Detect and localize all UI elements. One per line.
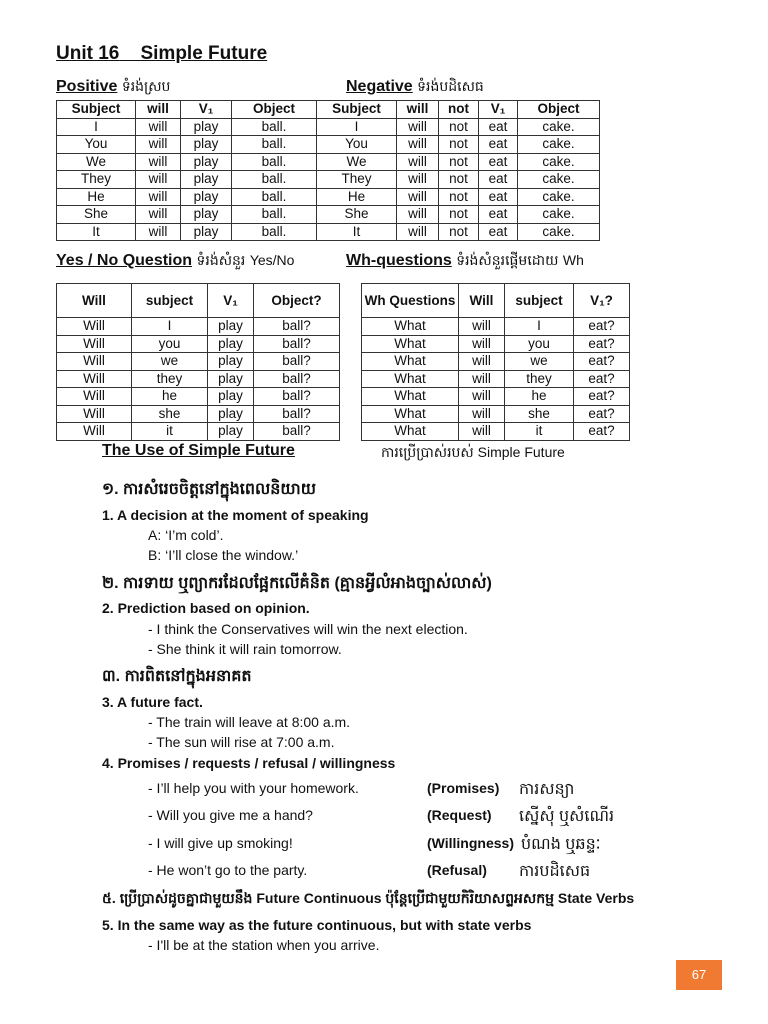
table-row (57, 223, 317, 241)
section4-kh: ការបដិសេធ (519, 863, 591, 880)
table-cell: He (57, 188, 136, 206)
use-heading: The Use of Simple Future (102, 442, 295, 459)
table-row (57, 136, 317, 154)
col-header: V₁? (574, 284, 630, 318)
section4-title: 4. Promises / requests / refusal / willingness (102, 755, 396, 771)
table-cell: What (362, 388, 459, 406)
col-header: Object? (254, 284, 340, 318)
table-cell: will (397, 153, 439, 171)
col-header: Will (459, 284, 505, 318)
section4-kh: ការសន្យា (519, 781, 575, 798)
table-cell: will (136, 188, 181, 206)
table-row (57, 388, 340, 406)
table-cell: Will (57, 318, 132, 336)
table-cell: You (57, 136, 136, 154)
table-row (317, 223, 600, 241)
table-cell: it (505, 423, 574, 441)
table-cell: will (459, 423, 505, 441)
col-header: V₁ (479, 101, 518, 119)
section2-title: 2. Prediction based on opinion. (102, 600, 310, 616)
section2-example: - I think the Conservatives will win the next election. (148, 621, 468, 637)
col-header: subject (505, 284, 574, 318)
table-cell: cake. (518, 118, 600, 136)
positive-heading: Positive ទំរង់ស្រប (56, 78, 171, 95)
table-cell: will (397, 206, 439, 224)
negative-table (316, 100, 600, 241)
table-cell: cake. (518, 206, 600, 224)
table-cell: will (136, 153, 181, 171)
yesno-table (56, 283, 340, 441)
table-cell: will (459, 335, 505, 353)
section5-title: 5. In the same way as the future continuous, but with state verbs (102, 917, 532, 933)
table-cell: he (132, 388, 208, 406)
col-header: Object (232, 101, 317, 119)
table-cell: ball? (254, 370, 340, 388)
table-cell: play (181, 223, 232, 241)
table-cell: play (208, 405, 254, 423)
table-cell: will (459, 388, 505, 406)
table-row (57, 370, 340, 388)
table-row (317, 171, 600, 189)
table-cell: What (362, 335, 459, 353)
section4-tag: (Willingness) (427, 835, 514, 851)
table-cell: What (362, 353, 459, 371)
table-cell: She (57, 206, 136, 224)
negative-heading: Negative ទំរង់បដិសេធ (346, 78, 484, 95)
table-cell: cake. (518, 223, 600, 241)
table-row (362, 335, 630, 353)
table-cell: it (132, 423, 208, 441)
col-header: V₁ (208, 284, 254, 318)
table-row (362, 318, 630, 336)
table-cell: will (459, 405, 505, 423)
table-cell: Will (57, 353, 132, 371)
page-title: Unit 16 Simple Future (56, 43, 268, 64)
section1-example: A: ‘I’m cold’. (148, 527, 224, 543)
table-cell: play (208, 388, 254, 406)
col-header: will (397, 101, 439, 119)
table-row (362, 423, 630, 441)
table-cell: I (132, 318, 208, 336)
section1-kh: ១. ការសំរេចចិត្តនៅក្នុងពេលនិយាយ (102, 481, 316, 498)
col-header: will (136, 101, 181, 119)
table-cell: We (57, 153, 136, 171)
section3-title: 3. A future fact. (102, 694, 203, 710)
table-cell: What (362, 405, 459, 423)
table-cell: ball? (254, 353, 340, 371)
table-cell: play (181, 188, 232, 206)
section4-tag: (Promises) (427, 780, 500, 796)
section5-kh: ៥. ប្រើប្រាស់ដូចគ្នាជាមួយនឹង Future Continuous ប៉ុន្តែប្រើជាមួយកិរិយាសព្ទអសកម្ម State Verbs (102, 890, 635, 906)
section4-tag: (Request) (427, 807, 492, 823)
table-row (57, 153, 317, 171)
table-cell: ball? (254, 423, 340, 441)
table-cell: eat (479, 223, 518, 241)
yesno-heading: Yes / No Question ទំរង់សំនួរ Yes/No (56, 252, 295, 269)
table-cell: will (397, 136, 439, 154)
table-cell: you (132, 335, 208, 353)
section3-kh: ៣. ការពិតនៅក្នុងអនាគត (102, 668, 252, 685)
wh-table (361, 283, 630, 441)
table-cell: not (439, 223, 479, 241)
section4-kh: បំណង ឬឆន្ទៈ (521, 836, 601, 853)
table-row (57, 318, 340, 336)
table-cell: cake. (518, 153, 600, 171)
table-row (317, 153, 600, 171)
section4-example: - Will you give me a hand? (148, 807, 313, 823)
table-cell: eat (479, 206, 518, 224)
table-row (57, 118, 317, 136)
table-cell: play (181, 136, 232, 154)
table-cell: will (136, 206, 181, 224)
table-cell: not (439, 153, 479, 171)
table-cell: will (459, 353, 505, 371)
table-cell: will (397, 223, 439, 241)
table-cell: I (57, 118, 136, 136)
table-cell: eat? (574, 318, 630, 336)
table-row (317, 136, 600, 154)
table-cell: we (132, 353, 208, 371)
table-row (362, 405, 630, 423)
table-row (57, 353, 340, 371)
table-cell: play (181, 171, 232, 189)
table-cell: eat (479, 153, 518, 171)
table-row (317, 188, 600, 206)
section4-example: - He won’t go to the party. (148, 862, 308, 878)
section2-example: - She think it will rain tomorrow. (148, 641, 342, 657)
table-cell: play (181, 206, 232, 224)
table-cell: will (397, 188, 439, 206)
table-cell: not (439, 136, 479, 154)
table-cell: not (439, 118, 479, 136)
section3-example: - The train will leave at 8:00 a.m. (148, 714, 351, 730)
table-cell: She (317, 206, 397, 224)
table-cell: play (208, 318, 254, 336)
table-cell: ball. (232, 188, 317, 206)
section4-kh: ស្នើសុំ ឬសំណើរ (519, 808, 615, 825)
table-cell: eat (479, 188, 518, 206)
table-row (362, 353, 630, 371)
col-header: Subject (57, 101, 136, 119)
col-header: Wh Questions (362, 284, 459, 318)
section4-example: - I will give up smoking! (148, 835, 293, 851)
table-cell: They (57, 171, 136, 189)
table-row (317, 118, 600, 136)
table-cell: What (362, 318, 459, 336)
table-cell: You (317, 136, 397, 154)
section4-example: - I’ll help you with your homework. (148, 780, 359, 796)
table-cell: we (505, 353, 574, 371)
table-row (362, 388, 630, 406)
table-cell: will (136, 171, 181, 189)
table-cell: They (317, 171, 397, 189)
table-cell: ball? (254, 388, 340, 406)
table-row (57, 335, 340, 353)
table-cell: ball. (232, 206, 317, 224)
table-cell: eat? (574, 423, 630, 441)
col-header: Object (518, 101, 600, 119)
table-cell: play (208, 370, 254, 388)
table-cell: I (505, 318, 574, 336)
table-cell: eat (479, 136, 518, 154)
col-header: Will (57, 284, 132, 318)
table-cell: ball. (232, 118, 317, 136)
table-cell: Will (57, 335, 132, 353)
table-cell: will (136, 136, 181, 154)
table-row (57, 188, 317, 206)
table-row (317, 206, 600, 224)
table-cell: play (181, 153, 232, 171)
table-cell: they (505, 370, 574, 388)
table-cell: ball? (254, 405, 340, 423)
table-cell: you (505, 335, 574, 353)
table-cell: cake. (518, 136, 600, 154)
table-cell: What (362, 370, 459, 388)
table-cell: eat (479, 171, 518, 189)
page-number: 67 (676, 960, 722, 990)
table-cell: Will (57, 370, 132, 388)
table-cell: not (439, 188, 479, 206)
table-cell: cake. (518, 171, 600, 189)
col-header: not (439, 101, 479, 119)
table-cell: play (208, 335, 254, 353)
table-cell: not (439, 171, 479, 189)
table-cell: He (317, 188, 397, 206)
table-cell: It (317, 223, 397, 241)
table-cell: not (439, 206, 479, 224)
table-cell: eat? (574, 370, 630, 388)
section2-kh: ២. ការទាយ ឬព្យាករដែលផ្អែកលើគំនិត (គ្មានអ្វីលំអាងច្បាស់លាស់) (102, 575, 492, 592)
table-cell: he (505, 388, 574, 406)
table-cell: they (132, 370, 208, 388)
positive-table (56, 100, 317, 241)
table-cell: What (362, 423, 459, 441)
wh-heading: Wh-questions ទំរង់សំនួរផ្តើមដោយ Wh (346, 252, 584, 269)
table-cell: play (208, 353, 254, 371)
use-heading-kh: ការប្រើប្រាស់របស់ Simple Future (381, 444, 565, 460)
table-row (57, 171, 317, 189)
table-row (57, 423, 340, 441)
table-row (362, 370, 630, 388)
table-cell: ball. (232, 223, 317, 241)
table-cell: ball? (254, 335, 340, 353)
table-cell: ball. (232, 171, 317, 189)
table-cell: will (136, 118, 181, 136)
table-cell: We (317, 153, 397, 171)
section1-title: 1. A decision at the moment of speaking (102, 507, 369, 523)
table-cell: I (317, 118, 397, 136)
section5-example: - I'll be at the station when you arrive. (148, 937, 380, 953)
table-cell: eat? (574, 388, 630, 406)
table-cell: Will (57, 388, 132, 406)
table-cell: will (459, 318, 505, 336)
section3-example: - The sun will rise at 7:00 a.m. (148, 734, 335, 750)
table-cell: she (505, 405, 574, 423)
table-cell: Will (57, 423, 132, 441)
table-cell: ball. (232, 153, 317, 171)
col-header: V₁ (181, 101, 232, 119)
section4-tag: (Refusal) (427, 862, 487, 878)
table-cell: Will (57, 405, 132, 423)
table-cell: will (397, 118, 439, 136)
table-cell: eat? (574, 335, 630, 353)
table-cell: will (136, 223, 181, 241)
table-cell: eat? (574, 353, 630, 371)
col-header: subject (132, 284, 208, 318)
section1-example: B: ‘I’ll close the window.’ (148, 547, 299, 563)
col-header: Subject (317, 101, 397, 119)
table-cell: will (459, 370, 505, 388)
table-cell: play (181, 118, 232, 136)
table-cell: It (57, 223, 136, 241)
table-cell: will (397, 171, 439, 189)
table-cell: ball. (232, 136, 317, 154)
table-cell: play (208, 423, 254, 441)
table-cell: cake. (518, 188, 600, 206)
table-row (57, 405, 340, 423)
table-cell: ball? (254, 318, 340, 336)
table-row (57, 206, 317, 224)
table-cell: she (132, 405, 208, 423)
table-cell: eat (479, 118, 518, 136)
table-cell: eat? (574, 405, 630, 423)
